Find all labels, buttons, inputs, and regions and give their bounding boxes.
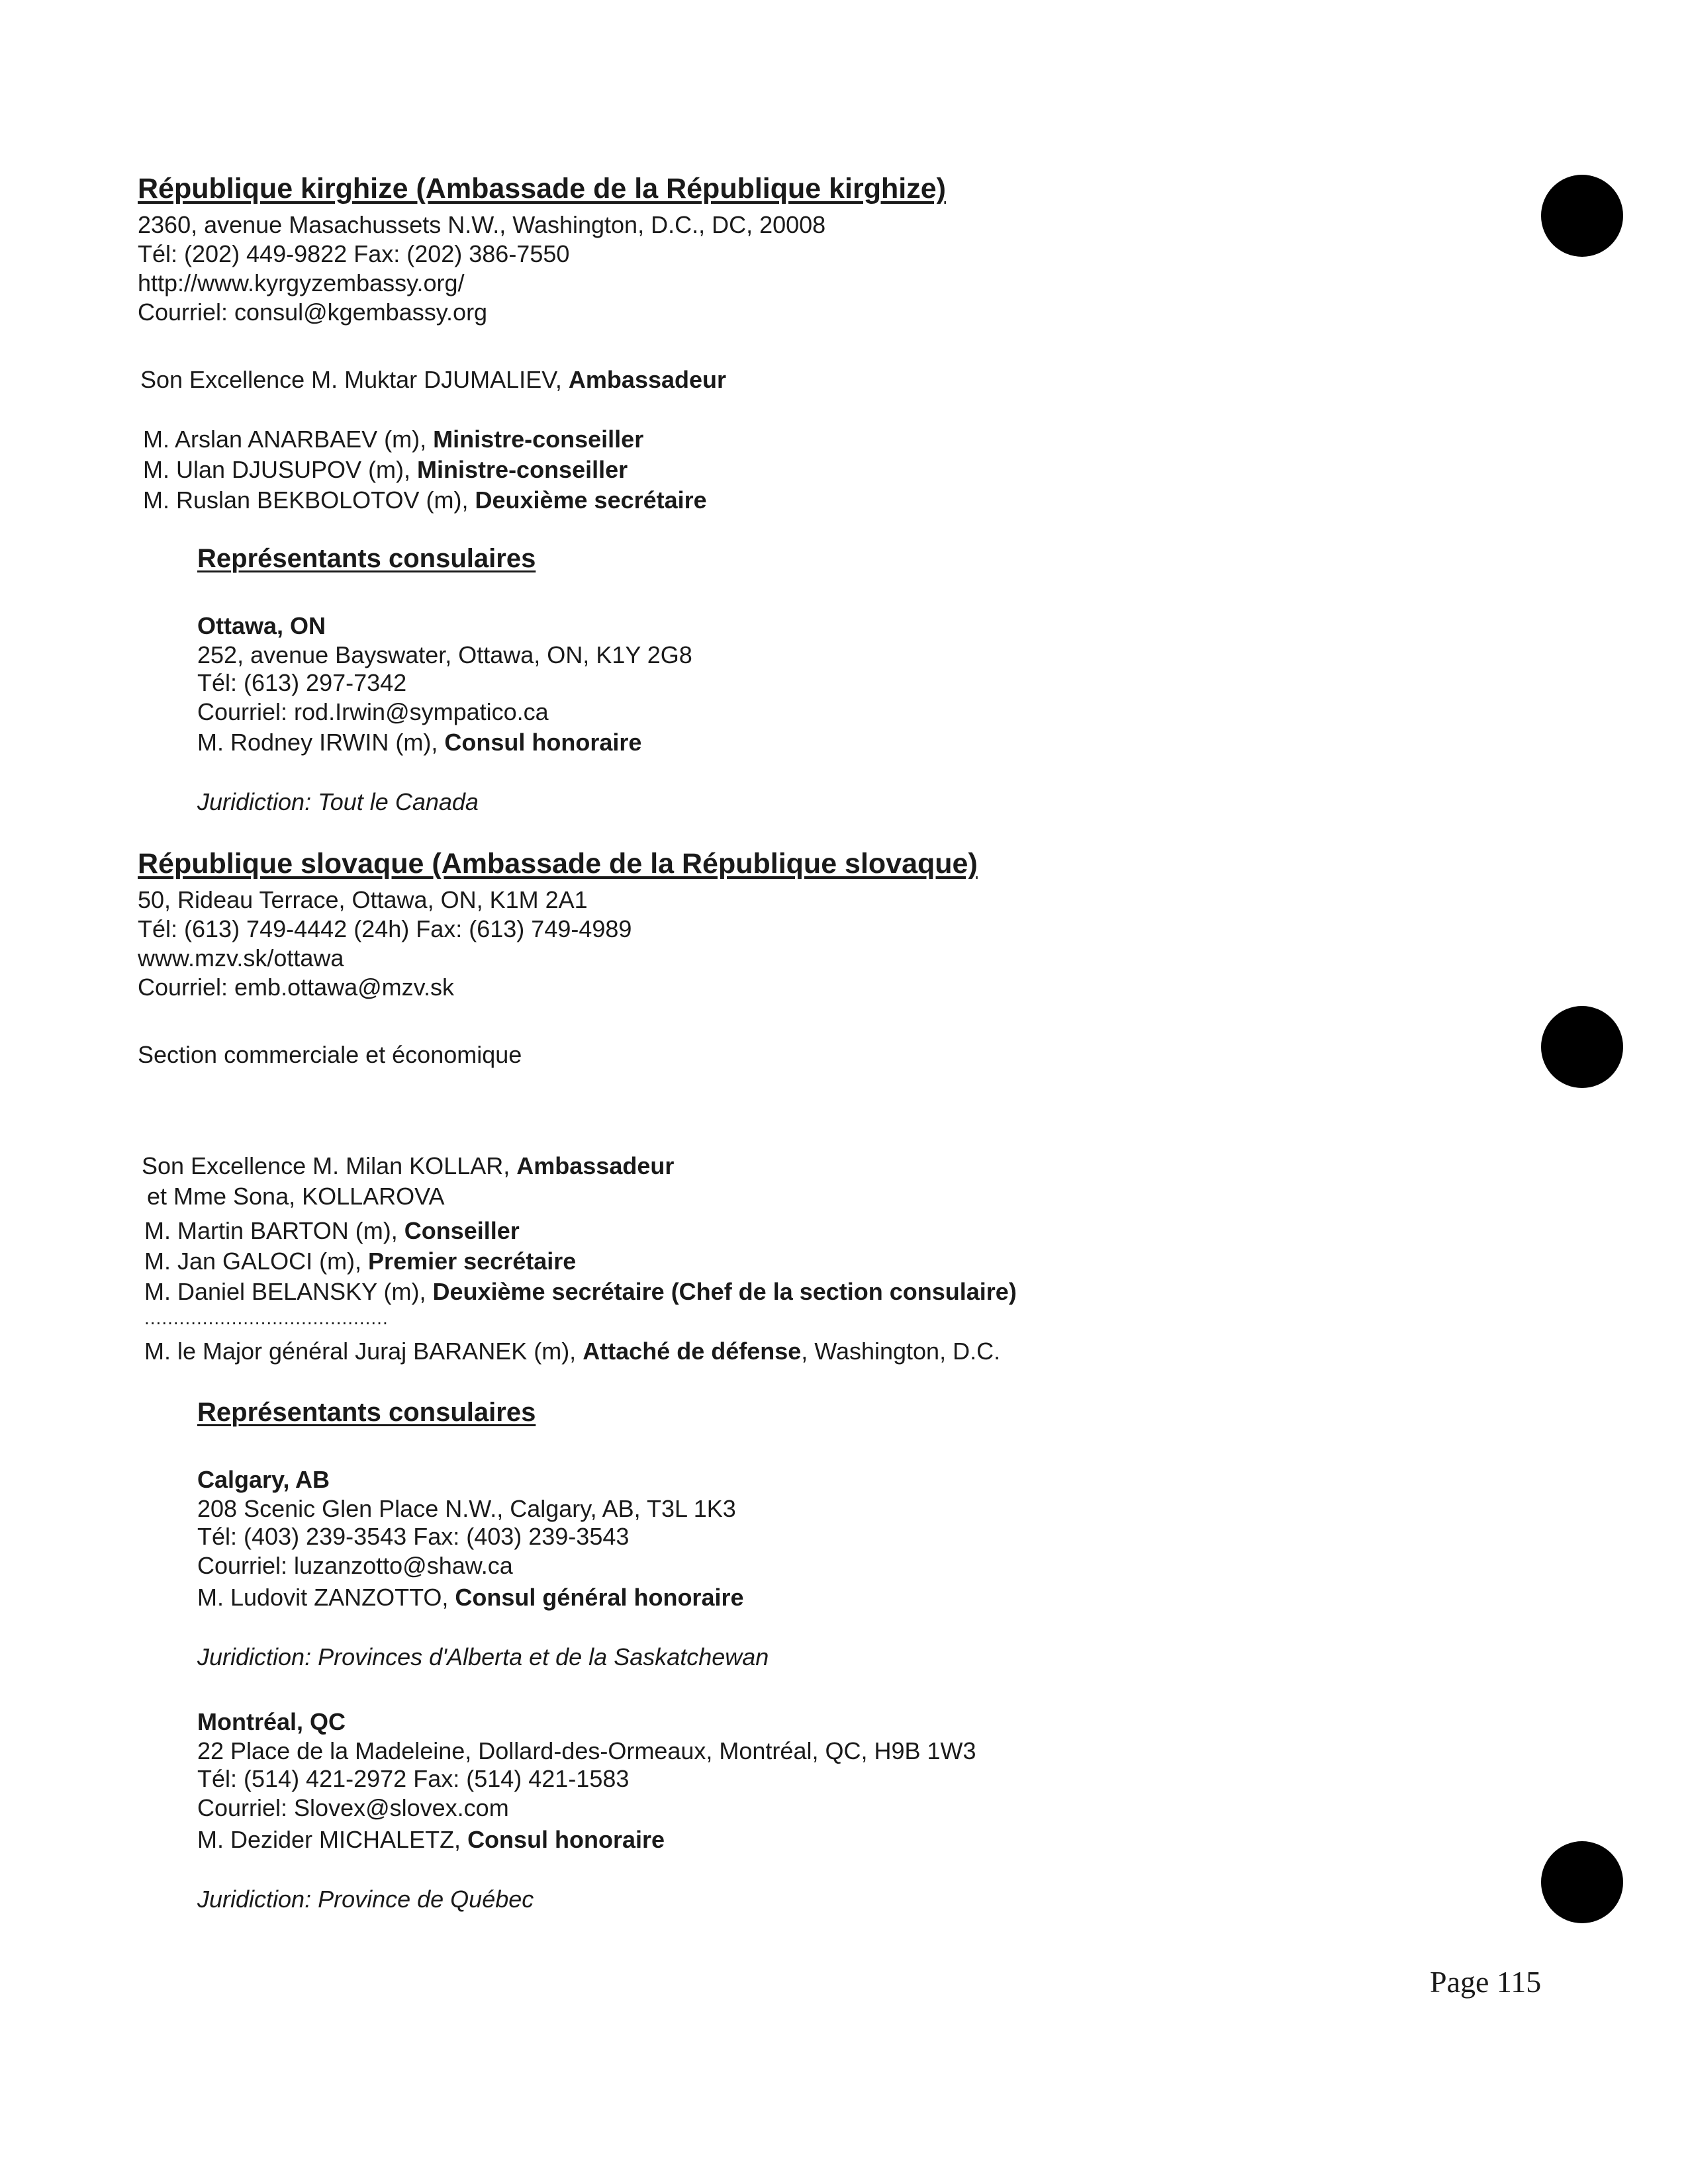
ambassador [140,368,726,392]
consulate-address: 22 Place de la Madeleine, Dollard-des-Ormeaux, Montréal, QC, H9B 1W3 [197,1737,976,1764]
consulate-city: Montréal, QC [197,1708,346,1735]
person-title: Deuxième secrétaire [475,486,707,514]
consular-heading: Représentants consulaires [197,1398,536,1427]
person-title: Consul honoraire [444,729,642,756]
website: www.mzv.sk/ottawa [138,944,344,972]
consulate-phone: Tél: (403) 239-3543 Fax: (403) 239-3543 [197,1523,630,1550]
person-name: Son Excellence M. Muktar DJUMALIEV, [140,366,569,393]
section-label: Section commerciale et économique [138,1041,522,1068]
jurisdiction: Juridiction: Tout le Canada [197,788,479,815]
consulate-email: Courriel: luzanzotto@shaw.ca [197,1552,513,1579]
ambassador [142,1154,674,1178]
person-title: Consul général honoraire [455,1584,744,1611]
staff-member [144,1250,576,1273]
person-title: Conseiller [404,1217,520,1244]
separator: .......................................... [144,1308,389,1328]
punch-hole-middle [1541,1006,1623,1088]
staff-member [144,1219,520,1243]
person-name: Son Excellence M. Milan KOLLAR, [142,1152,517,1179]
country-heading: République kirghize (Ambassade de la République kirghize) [138,173,946,205]
jurisdiction: Juridiction: Province de Québec [197,1886,534,1913]
jurisdiction: Juridiction: Provinces d'Alberta et de la Saskatchewan [197,1643,769,1670]
person-name: M. Ludovit ZANZOTTO, [197,1584,455,1611]
consulate-address: 252, avenue Bayswater, Ottawa, ON, K1Y 2G8 [197,641,692,668]
staff-member [143,428,643,451]
website: http://www.kyrgyzembassy.org/ [138,269,465,296]
person-name: M. Dezider MICHALETZ, [197,1826,468,1853]
defence-attache [144,1340,1000,1363]
email: Courriel: emb.ottawa@mzv.sk [138,974,455,1001]
person-title: Consul honoraire [467,1826,665,1853]
staff-member [143,458,628,482]
person-name: M. Daniel BELANSKY (m), [144,1278,433,1305]
consular-heading: Représentants consulaires [197,544,536,573]
person-name: M. Ruslan BEKBOLOTOV (m), [143,486,475,514]
consulate-phone: Tél: (514) 421-2972 Fax: (514) 421-1583 [197,1765,630,1792]
consulate-city: Ottawa, ON [197,612,326,639]
person-location: , Washington, D.C. [801,1338,1001,1365]
punch-hole-top [1541,175,1623,257]
person-title: Ambassadeur [516,1152,675,1179]
person-name: M. Ulan DJUSUPOV (m), [143,456,418,483]
page-number: Page 115 [1430,1965,1542,1999]
person-name: M. Arslan ANARBAEV (m), [143,426,434,453]
person-name: M. Jan GALOCI (m), [144,1248,369,1275]
person-title: Deuxième secrétaire (Chef de la section consulaire) [432,1278,1017,1305]
spouse: et Mme Sona, KOLLAROVA [147,1183,445,1210]
consul [197,1586,744,1610]
address: 50, Rideau Terrace, Ottawa, ON, K1M 2A1 [138,886,588,913]
person-title: Attaché de défense [583,1338,802,1365]
person-name: M. Martin BARTON (m), [144,1217,404,1244]
consulate-email: Courriel: rod.Irwin@sympatico.ca [197,698,549,725]
person-title: Ministre-conseiller [433,426,644,453]
person-name: M. Rodney IRWIN (m), [197,729,445,756]
staff-member [144,1280,1017,1304]
person-title: Premier secrétaire [368,1248,577,1275]
staff-member [143,488,707,512]
person-title: Ministre-conseiller [417,456,628,483]
person-title: Ambassadeur [568,366,727,393]
punch-hole-bottom [1541,1841,1623,1923]
email: Courriel: consul@kgembassy.org [138,298,488,326]
consulate-city: Calgary, AB [197,1466,330,1493]
address: 2360, avenue Masachussets N.W., Washington, D.C., DC, 20008 [138,211,826,238]
consulate-email: Courriel: Slovex@slovex.com [197,1794,509,1821]
country-heading: République slovaque (Ambassade de la République slovaque) [138,848,978,880]
consulate-phone: Tél: (613) 297-7342 [197,669,407,696]
consul [197,731,641,754]
consul [197,1828,665,1852]
phone-fax: Tél: (202) 449-9822 Fax: (202) 386-7550 [138,240,570,267]
consulate-address: 208 Scenic Glen Place N.W., Calgary, AB, T3L 1K3 [197,1495,736,1522]
phone-fax: Tél: (613) 749-4442 (24h) Fax: (613) 749-4989 [138,915,632,942]
person-name: M. le Major général Juraj BARANEK (m), [144,1338,583,1365]
